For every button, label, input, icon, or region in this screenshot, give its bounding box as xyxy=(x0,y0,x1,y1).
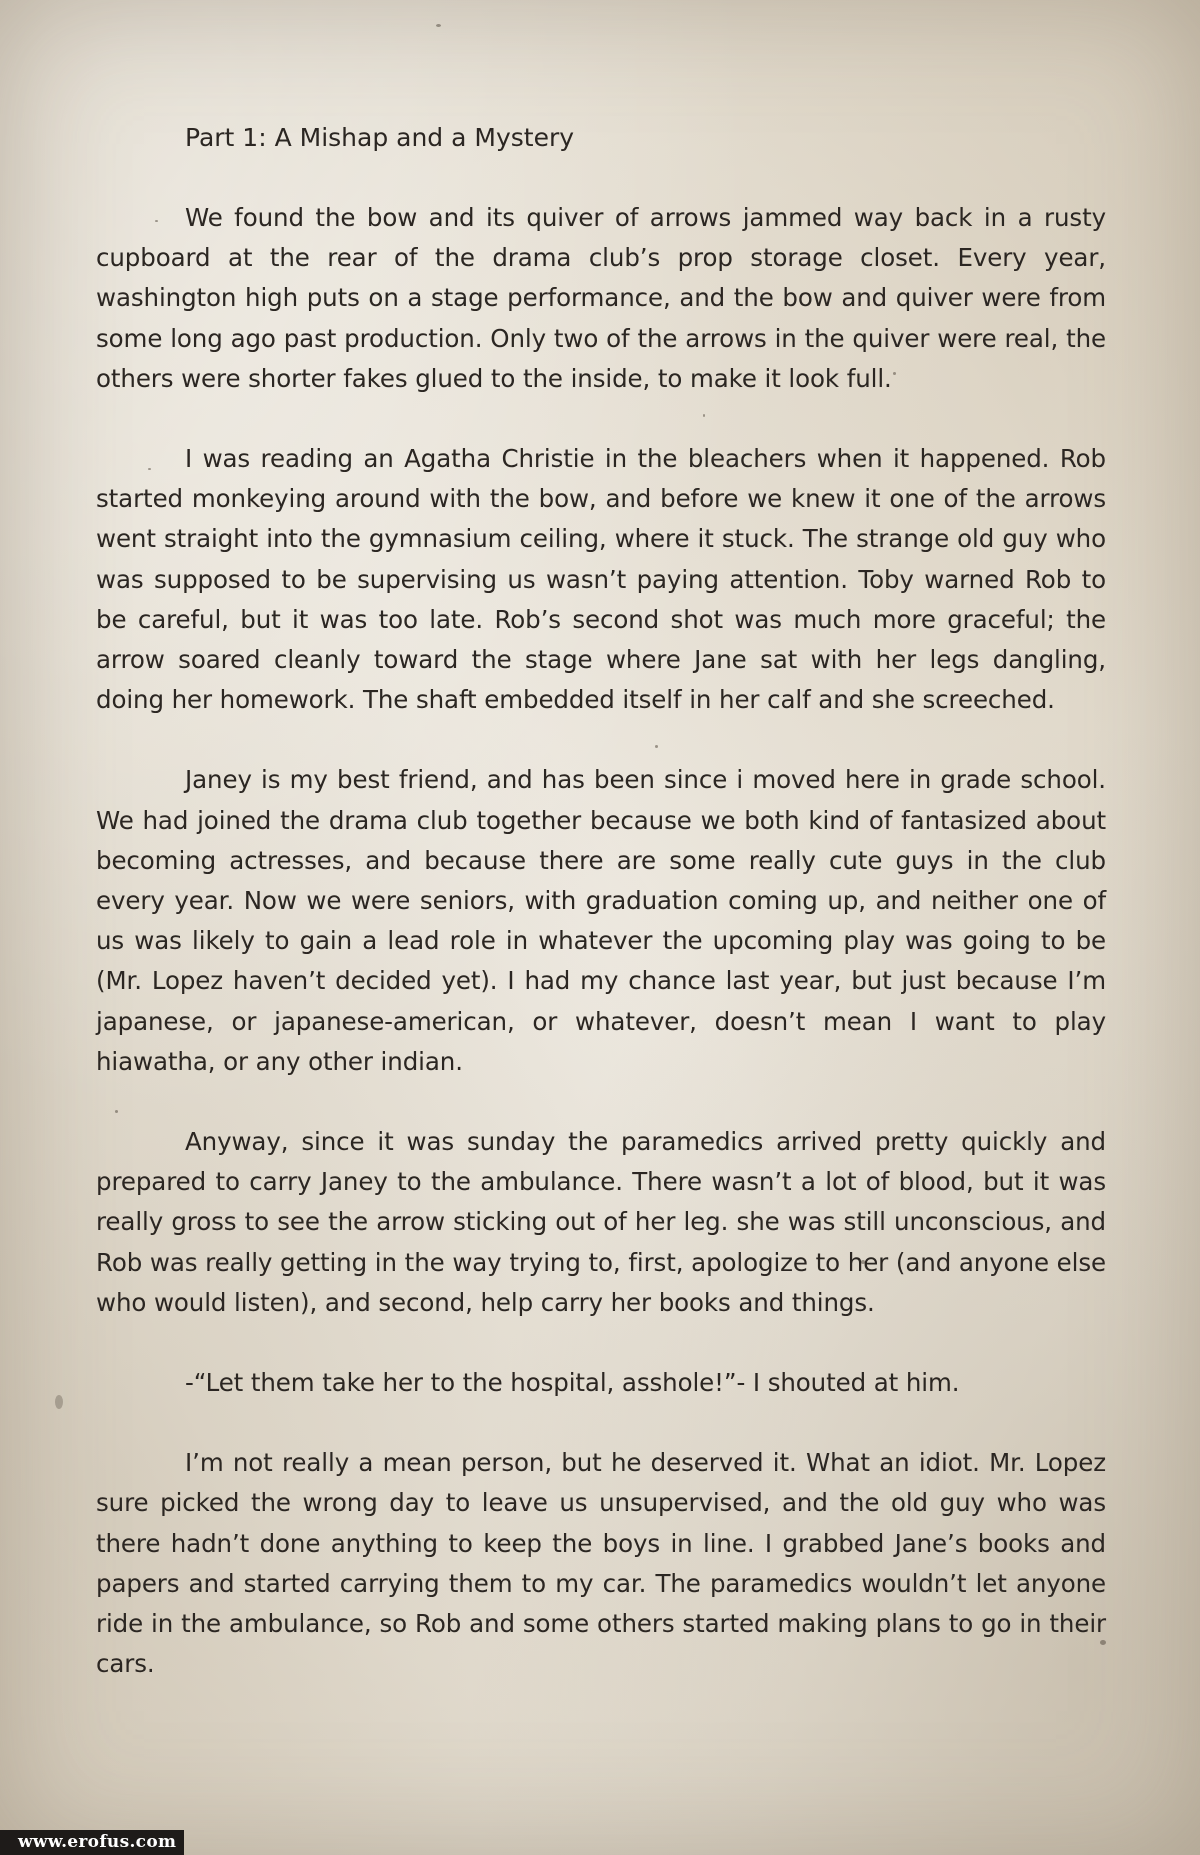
paragraph-gym-accident: I was reading an Agatha Christie in the bleachers when it happened. Rob started monkeying around with the bow, and before we knew it one of the arrows went straight into the gymnasium ceiling, where it stuck. The strange old guy who was supposed to be supervising us wasn’t paying attention. Toby warned Rob to be careful, but it was too late. Rob’s second shot was much more graceful; the arrow soared cleanly toward the stage where Jane sat with her legs dangling, doing her homework. The shaft embedded itself in her calf and she screeched. xyxy=(96,444,1106,715)
document-page xyxy=(96,118,1106,1725)
paper-speck xyxy=(55,1395,63,1409)
chapter-heading: Part 1: A Mishap and a Mystery xyxy=(185,123,575,152)
watermark-url: www.erofus.com xyxy=(0,1830,184,1855)
paragraph-bow-discovery: We found the bow and its quiver of arrows jammed way back in a rusty cupboard at the rear of the drama club’s prop storage closet. Every year, washington high puts on a stage performance, and the bow and quiver were from some long ago past production. Only two of the arrows in the quiver were real, the others were shorter fakes glued to the inside, to make it look full. xyxy=(96,203,1106,393)
paragraph-dialogue: -“Let them take her to the hospital, asshole!”- I shouted at him. xyxy=(185,1368,960,1398)
paragraph-aftermath: I’m not really a mean person, but he deserved it. What an idiot. Mr. Lopez sure picked the wrong day to leave us unsupervised, and the old guy who was there hadn’t done anything to keep the boys in line. I grabbed Jane’s books and papers and started carrying them to my car. The paramedics wouldn’t let anyone ride in the ambulance, so Rob and some others started making plans to go in their cars. xyxy=(96,1448,1106,1679)
paragraph-paramedics: Anyway, since it was sunday the paramedics arrived pretty quickly and prepared to carry Janey to the ambulance. There wasn’t a lot of blood, but it was really gross to see the arrow sticking out of her leg. she was still unconscious, and Rob was really getting in the way trying to, first, apologize to her (and anyone else who would listen), and second, help carry her books and things. xyxy=(96,1127,1106,1317)
paper-speck xyxy=(436,24,441,27)
paragraph-janey-friend: Janey is my best friend, and has been since i moved here in grade school. We had joined the drama club together because we both kind of fantasized about becoming actresses, and because there are some really cute guys in the club every year. Now we were seniors, with graduation coming up, and neither one of us was likely to gain a lead role in whatever the upcoming play was going to be (Mr. Lopez haven’t decided yet). I had my chance last year, but just because I’m japanese, or japanese-american, or whatever, doesn’t mean I want to play hiawatha, or any other indian. xyxy=(96,765,1106,1076)
